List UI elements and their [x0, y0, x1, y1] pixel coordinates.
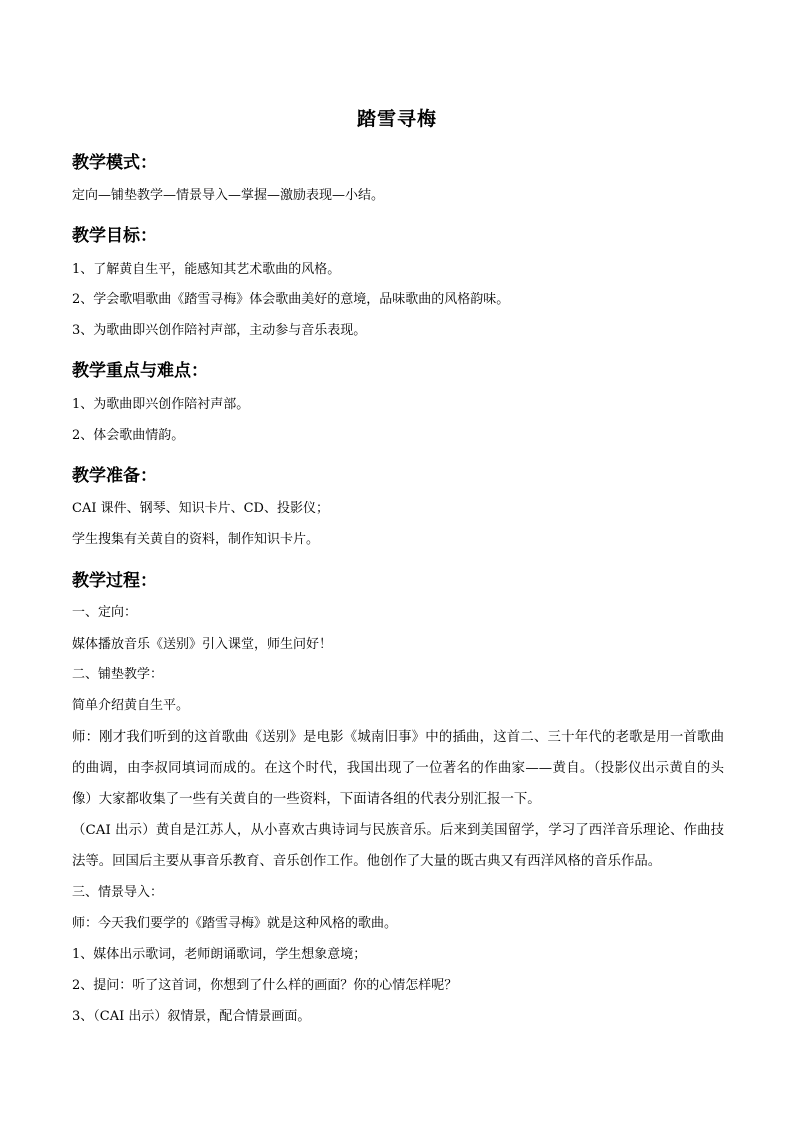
- keypoint-item-1: 1、为歌曲即兴创作陪衬声部。: [72, 397, 250, 412]
- step1-title: 一、定向：: [72, 605, 138, 620]
- step3-line-2: 1、媒体出示歌词，老师朗诵歌词，学生想象意境；: [72, 947, 367, 962]
- step3-title: 三、情景导入：: [72, 885, 164, 900]
- heading-key-points: 教学重点与难点：: [72, 361, 208, 381]
- document-title: 踏雪寻梅: [356, 108, 437, 130]
- step2-title: 二、铺垫教学：: [72, 667, 164, 682]
- goal-item-2: 2、学会歌唱歌曲《踏雪寻梅》体会歌曲美好的意境，品味歌曲的风格韵味。: [72, 292, 510, 307]
- prep-item-1: CAI 课件、钢琴、知识卡片、CD、投影仪；: [72, 501, 329, 516]
- heading-process: 教学过程：: [72, 571, 157, 591]
- step2-paragraph-2: （CAI 出示）黄自是江苏人，从小喜欢古典诗词与民族音乐。后来到美国留学，学习了西洋音乐理论、作曲技法等。回国后主要从事音乐教育、音乐创作工作。他创作了大量的既古典又有西洋风格的音乐作品。: [72, 823, 724, 869]
- step2-intro: 简单介绍黄自生平。: [72, 698, 190, 713]
- step3-line-3: 2、提问：听了这首词，你想到了什么样的画面？你的心情怎样呢？: [72, 978, 458, 993]
- prep-item-2: 学生搜集有关黄自的资料，制作知识卡片。: [72, 532, 320, 547]
- step1-text: 媒体播放音乐《送别》引入课堂，师生问好！: [72, 637, 333, 652]
- step3-line-4: 3、（CAI 出示）叙情景，配合情景画面。: [72, 1009, 311, 1024]
- heading-preparation: 教学准备：: [72, 466, 157, 486]
- heading-teaching-mode: 教学模式：: [72, 153, 157, 173]
- keypoint-item-2: 2、体会歌曲情韵。: [72, 428, 185, 443]
- teaching-mode-text: 定向—铺垫教学—情景导入—掌握—激励表现—小结。: [72, 188, 385, 203]
- goal-item-3: 3、为歌曲即兴创作陪衬声部，主动参与音乐表现。: [72, 323, 367, 338]
- goal-item-1: 1、了解黄自生平，能感知其艺术歌曲的风格。: [72, 262, 341, 277]
- step2-paragraph-1: 师：刚才我们听到的这首歌曲《送别》是电影《城南旧事》中的插曲，这首二、三十年代的老歌是用一首歌曲的曲调，由李叔同填词而成的。在这个时代，我国出现了一位著名的作曲家——黄自。（投影仪出示黄自的头像）大家都收集了一些有关黄自的一些资料，下面请各组的代表分别汇报一下。: [72, 730, 724, 807]
- step3-line-1: 师：今天我们要学的《踏雪寻梅》就是这种风格的歌曲。: [72, 916, 398, 931]
- heading-teaching-goals: 教学目标：: [72, 226, 157, 246]
